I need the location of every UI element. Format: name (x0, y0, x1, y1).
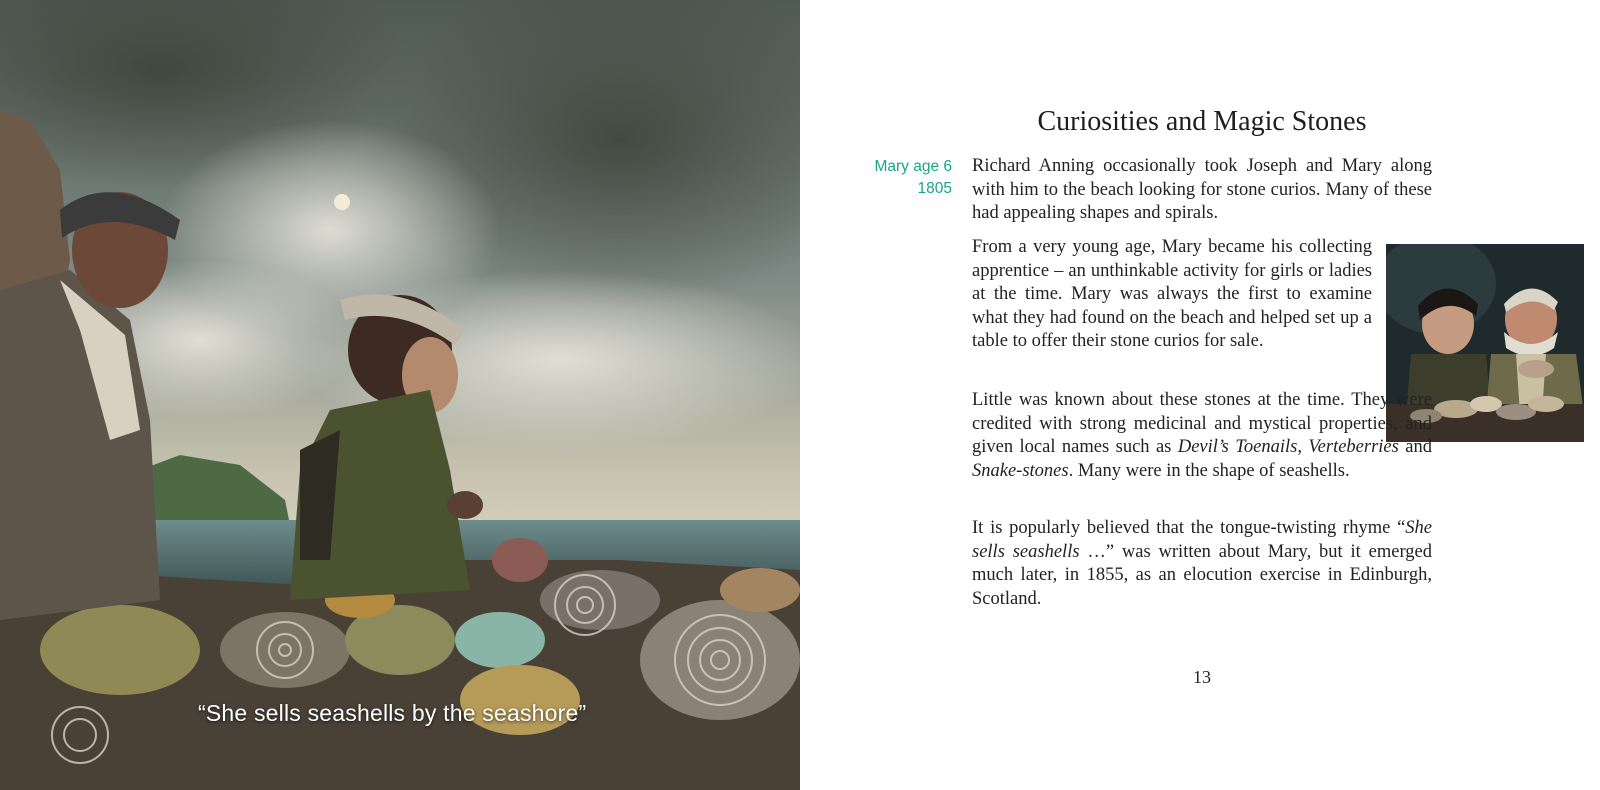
paragraph-3 (972, 389, 1432, 483)
painting-caption: “She sells seashells by the seashore” (198, 700, 587, 726)
paragraph-4-text-a: It is popularly believed that the tongue-twisting rhyme “ (972, 518, 1406, 538)
paragraph-4 (972, 517, 1432, 611)
page-title: Curiosities and Magic Stones (1037, 106, 1367, 137)
paragraph-3-sep-2: and (1398, 437, 1432, 458)
sidenote-year: 1805 (917, 180, 952, 197)
stone-name-devils-toenails: Devil’s Toenails (1177, 437, 1298, 458)
stone-name-verteberries: Verteberries (1308, 437, 1399, 458)
paragraph-4-text-b: …” was written about Mary, but it emerged much later, in 1855, as an elocution exercise in Edinburgh, Scotland. (972, 541, 1432, 609)
page-number: 13 (1193, 667, 1211, 687)
stone-name-snake-stones: Snake-stones (972, 460, 1069, 481)
rhyme-title: She sells seashells (972, 518, 1432, 562)
paragraph-1: Richard Anning occasionally took Joseph and Mary along with him to the beach looking for stone curios. Many of these had appealing shapes and spirals. (972, 156, 1432, 224)
paragraph-3-text-b: . Many were in the shape of seashells. (1068, 460, 1350, 481)
paragraph-2: From a very young age, Mary became his collecting apprentice – an unthinkable activity for girls or ladies at the time. Mary was always the first to examine what they had found on the beach and helped set up a table to offer their stone curios for sale. (972, 237, 1372, 352)
paragraph-3-text-a: Little was known about these stones at the time. They were credited with strong medicinal and mystical properties, and given local names such as (972, 390, 1432, 458)
age-sidenote (830, 156, 952, 200)
sidenote-age: Mary age 6 (874, 158, 952, 175)
paragraph-3-sep-1: , (1297, 437, 1309, 458)
